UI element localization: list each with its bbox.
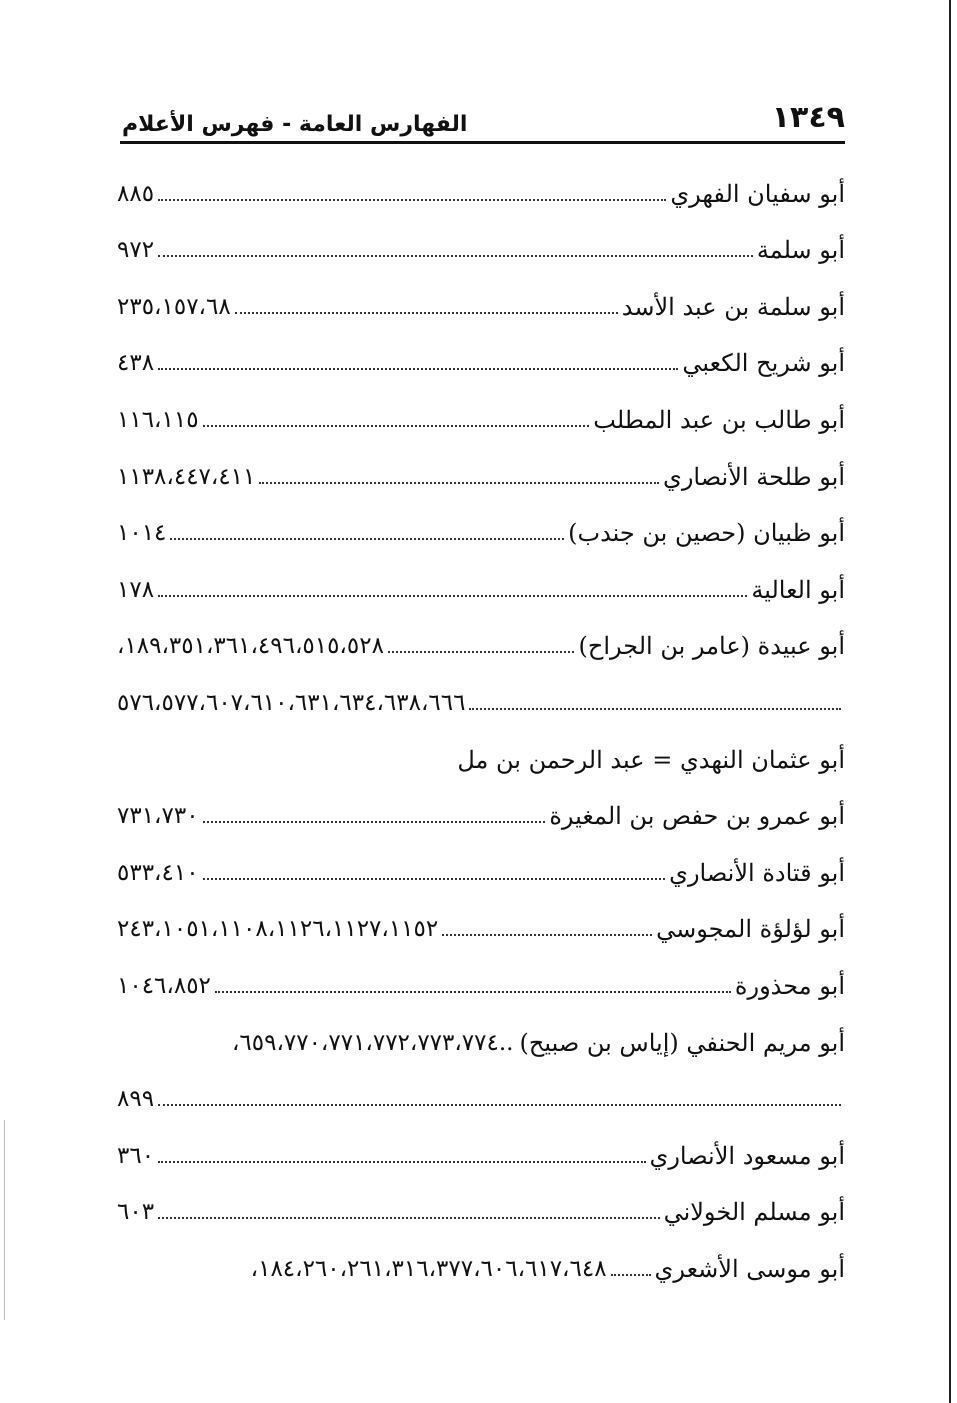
entry-pages: ٧٣١،٧٣٠	[117, 803, 199, 830]
index-entry	[117, 219, 845, 276]
entry-pages: ١٨٤،٢٦٠،٢٦١،٣١٦،٣٧٧،٦٠٦،٦١٧،٦٤٨،	[250, 1255, 607, 1282]
dot-leader	[170, 538, 564, 540]
dot-leader	[158, 255, 753, 257]
index-entry	[117, 162, 845, 219]
dot-leader	[158, 1104, 841, 1106]
index-entry-continuation	[117, 1068, 845, 1125]
page-edge-line	[949, 0, 951, 1403]
entry-pages: ٢٣٥،١٥٧،٦٨	[117, 293, 231, 320]
dot-leader	[442, 934, 652, 936]
entry-pages: ٢٤٣،١٠٥١،١١٠٨،١١٢٦،١١٢٧،١١٥٢	[117, 916, 439, 943]
entry-pages: ٨٩٩	[117, 1086, 155, 1113]
entry-pages: ٨٨٥	[117, 180, 155, 207]
entry-name: أبو محذورة	[734, 971, 845, 1000]
entry-name: أبو قتادة الأنصاري	[669, 858, 845, 887]
index-entry-continuation	[117, 671, 845, 728]
header-rule	[120, 141, 845, 144]
entry-name: أبو مسعود الأنصاري	[649, 1141, 845, 1170]
index-entry	[117, 898, 845, 955]
entry-pages: ٤٣٨	[117, 350, 155, 377]
index-entry	[117, 445, 845, 502]
index-entry	[117, 1181, 845, 1238]
entry-pages: ٦٠٣	[117, 1199, 155, 1226]
entry-name: أبو مريم الحنفي (إياس بن صبيح)	[519, 1028, 845, 1057]
dot-leader	[259, 482, 659, 484]
entry-pages: ١٨٩،٣٥١،٣٦١،٤٩٦،٥١٥،٥٢٨،	[117, 633, 384, 660]
entry-pages: ١١٣٨،٤٤٧،٤١١	[117, 463, 256, 490]
entry-name: أبو عمرو بن حفص بن المغيرة	[549, 802, 845, 831]
running-title: الفهارس العامة - فهرس الأعلام	[122, 112, 468, 137]
entry-name: أبو مسلم الخولاني	[663, 1198, 845, 1227]
entry-name: أبو سفيان الفهري	[670, 179, 845, 208]
index-entry-cross-reference	[117, 728, 845, 785]
index-entry	[117, 558, 845, 615]
entry-pages: ١٠١٤	[117, 520, 167, 547]
entry-name: أبو لؤلؤة المجوسي	[656, 915, 845, 944]
entry-name: أبو العالية	[751, 575, 845, 604]
dot-leader	[158, 199, 666, 201]
dot-leader	[388, 651, 575, 653]
entry-name: أبو سلمة	[756, 236, 845, 265]
index-entry	[117, 1237, 845, 1294]
entry-name: أبو طالب بن عبد المطلب	[593, 405, 845, 434]
index-entries	[117, 162, 845, 1294]
index-entry	[117, 1124, 845, 1181]
dot-leader	[158, 1217, 660, 1219]
dot-leader	[203, 425, 590, 427]
entry-pages: ..٦٥٩،٧٧٠،٧٧١،٧٧٢،٧٧٣،٧٧٤،	[231, 1029, 514, 1056]
entry-pages: ٥٣٣،٤١٠	[117, 859, 199, 886]
entry-name: أبو سلمة بن عبد الأسد	[621, 292, 845, 321]
index-entry	[117, 1011, 845, 1068]
dot-leader	[203, 821, 546, 823]
entry-pages: ٣٦٠	[117, 1142, 155, 1169]
dot-leader	[158, 1161, 645, 1163]
index-entry	[117, 615, 845, 672]
page-number: ١٣٤٩	[771, 100, 845, 135]
entry-pages: ٩٧٢	[117, 237, 155, 264]
dot-leader	[158, 595, 747, 597]
entry-pages: ١٧٨	[117, 576, 155, 603]
entry-name: أبو ظبيان (حصين بن جندب)	[568, 519, 845, 548]
dot-leader	[469, 708, 841, 710]
entry-name: أبو عبيدة (عامر بن الجراح)	[578, 632, 845, 661]
dot-leader	[611, 1274, 651, 1276]
page-header	[122, 100, 845, 142]
entry-pages: ١١٦،١١٥	[117, 406, 199, 433]
entry-name: أبو موسى الأشعري	[654, 1254, 845, 1283]
dot-leader	[235, 312, 618, 314]
entry-name: أبو شريح الكعبي	[682, 349, 845, 378]
dot-leader	[215, 991, 731, 993]
index-entry	[117, 785, 845, 842]
dot-leader	[158, 368, 678, 370]
dot-leader	[203, 878, 666, 880]
entry-pages: ٥٧٦،٥٧٧،٦٠٧،٦١٠،٦٣١،٦٣٤،٦٣٨،٦٦٦	[117, 689, 466, 716]
index-entry	[117, 502, 845, 559]
index-entry	[117, 954, 845, 1011]
entry-name: أبو طلحة الأنصاري	[663, 462, 845, 491]
page-edge-line-left	[4, 1120, 5, 1320]
index-entry	[117, 275, 845, 332]
entry-pages: ١٠٤٦،٨٥٢	[117, 972, 211, 999]
index-entry	[117, 388, 845, 445]
entry-name: أبو عثمان النهدي = عبد الرحمن بن مل	[457, 745, 845, 774]
index-entry	[117, 841, 845, 898]
index-entry	[117, 332, 845, 389]
